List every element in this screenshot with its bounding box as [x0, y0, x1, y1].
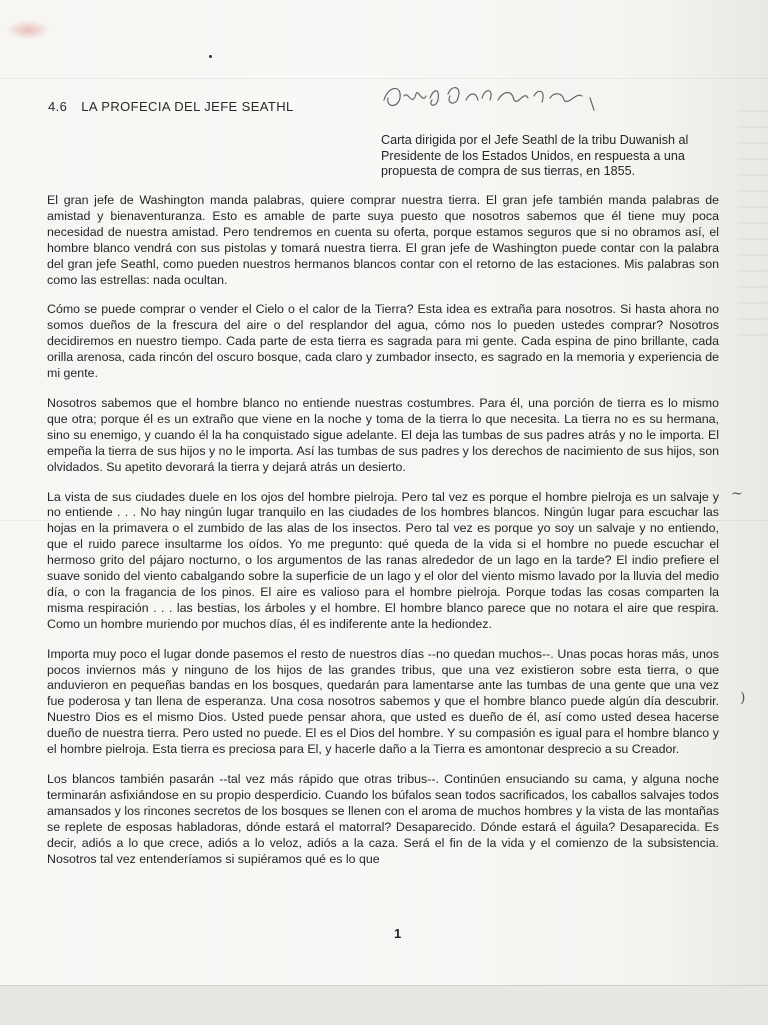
handwritten-annotation	[378, 78, 606, 118]
intro-note: Carta dirigida por el Jefe Seathl de la tribu Duwanish al Presidente de los Estados Unidos, en respuesta a una propuesta de compra de sus tierras, en 1855.	[381, 133, 689, 179]
paragraph: Nosotros sabemos que el hombre blanco no entiende nuestras costumbres. Para él, una porción de tierra es lo mismo que otra; porque él es un extraño que viene en la noche y toma de la tierra lo que necesita. La tierra no es su hermana, sino su enemigo, y cuando él la ha conquistado sigue adelante. El deja las tumbas de sus padres atrás y no le importa. El empeña la tierra de sus hijos y no le importa. Así las tumbas de sus padres y los derechos de nacimiento de sus hijos, son olvidados. Su apetito devorará la tierra y dejará atrás un desierto.	[47, 395, 719, 474]
paragraph: El gran jefe de Washington manda palabras, quiere comprar nuestra tierra. El gran jefe también manda palabras de amistad y bienaventuranza. Esto es amable de parte suya puesto que nosotros sabemos que él tiene muy poca necesidad de nuestra amistad. Pero tendremos en cuenta su oferta, porque estamos seguros que si no obramos así, el hombre blanco vendrá con sus pistolas y tomará nuestra tierra. El gran jefe de Washington puede contar con la palabra del gran jefe Seathl, como pueden nuestros hermanos blancos contar con el retorno de las estaciones. Mis palabras son como las estrellas: nada ocultan.	[47, 193, 719, 287]
section-number: 4.6	[48, 99, 68, 114]
page-number: 1	[394, 926, 402, 941]
speck	[209, 55, 212, 58]
paragraph: Importa muy poco el lugar donde pasemos el resto de nuestros días --no quedan muchos--. Unas pocas horas más, unos pocos inviernos más y ninguno de los hijos de las grandes tribus, que una vez existieron sobre esta tierra, o que anduvieron en pequeñas bandas en los bosques, quedarán para lamentarse ante las tumbas de una gente que una vez fue poderosa y tan llena de esperanza. Una cosa nosotros sabemos y que el hombre blanco puede algún día descubrir. Nuestro Dios es el mismo Dios. Usted puede pensar ahora, que usted es dueño de él, así como usted desea hacerse dueño de nuestra tierra. Pero usted no puede. El es el Dios del hombre. Y su compasión es igual para el hombre blanco y el hombre pielroja. Esta tierra es preciosa para El, y hacerle daño a la Tierra es amontonar desprecio a su Creador.	[47, 646, 719, 757]
ink-stain	[6, 20, 50, 40]
paragraph: Los blancos también pasarán --tal vez más rápido que otras tribus--. Continúen ensuciando su cama, y alguna noche terminarán asfixiándose en su propio desperdicio. Cuando los búfalos sean todos sacrificados, los caballos salvajes todos amansados y los rincones secretos de los bosques se llenen con el aroma de muchos hombres y la vista de las montañas se replete de esposas habladoras, dónde estará el matorral? Desaparecido. Dónde estará el águila? Desaparecida. Es decir, adiós a lo que crece, adiós a lo veloz, adiós a la caza. Será el fin de la vida y el comienzo de la subsistencia. Nosotros tal vez entenderíamos si supiéramos qué es lo que	[47, 772, 719, 866]
paragraph: Cómo se puede comprar o vender el Cielo o el calor de la Tierra? Esta idea es extraña para nosotros. Si hasta ahora no somos dueños de la frescura del aire o del resplandor del agua, cómo nos lo pueden ustedes comprar? Nosotros decidiremos en nuestro tiempo. Cada parte de esta tierra es sagrada para mi gente. Cada espina de pino brillante, cada orilla arenosa, cada rincón del oscuro bosque, cada claro y zumbador insecto, es sagrado en la memoria y experiencia de mi gente.	[47, 302, 719, 381]
margin-mark: )	[740, 690, 746, 706]
section-heading	[48, 99, 294, 114]
bleed-through-text	[738, 110, 768, 340]
section-title: LA PROFECIA DEL JEFE SEATHL	[81, 99, 294, 114]
paragraph: La vista de sus ciudades duele en los ojos del hombre pielroja. Pero tal vez es porque el hombre pielroja es un salvaje y no entiende . . . No hay ningún lugar tranquilo en las ciudades de los hombres blancos. Ningún lugar para escuchar las hojas en la primavera o el zumbido de las alas de los insectos. Pero tal vez es porque yo soy un salvaje y no entiendo, que el ruido parece insultarme los oídos. Yo me pregunto: qué queda de la vida si el hombre no puede escuchar el hermoso grito del pájaro nocturno, o los argumentos de las ranas alrededor de un lago en la tarde? El indio prefiere el suave sonido del viento cabalgando sobre la superficie de un lago y el olor del viento mismo lavado por la lluvia del medio día, o con la fragancia de los pinos. El aire es valioso para el hombre pielroja. Porque todas las cosas comparten la misma respiración . . . las bestias, los árboles y el hombre. El hombre blanco parece que no notara el aire que respira. Como un hombre muriendo por muchos días, él es indiferente ante la hediondez.	[47, 489, 719, 631]
margin-mark: ~	[731, 486, 743, 502]
scan-background	[0, 985, 768, 1025]
letter-body	[47, 193, 719, 881]
